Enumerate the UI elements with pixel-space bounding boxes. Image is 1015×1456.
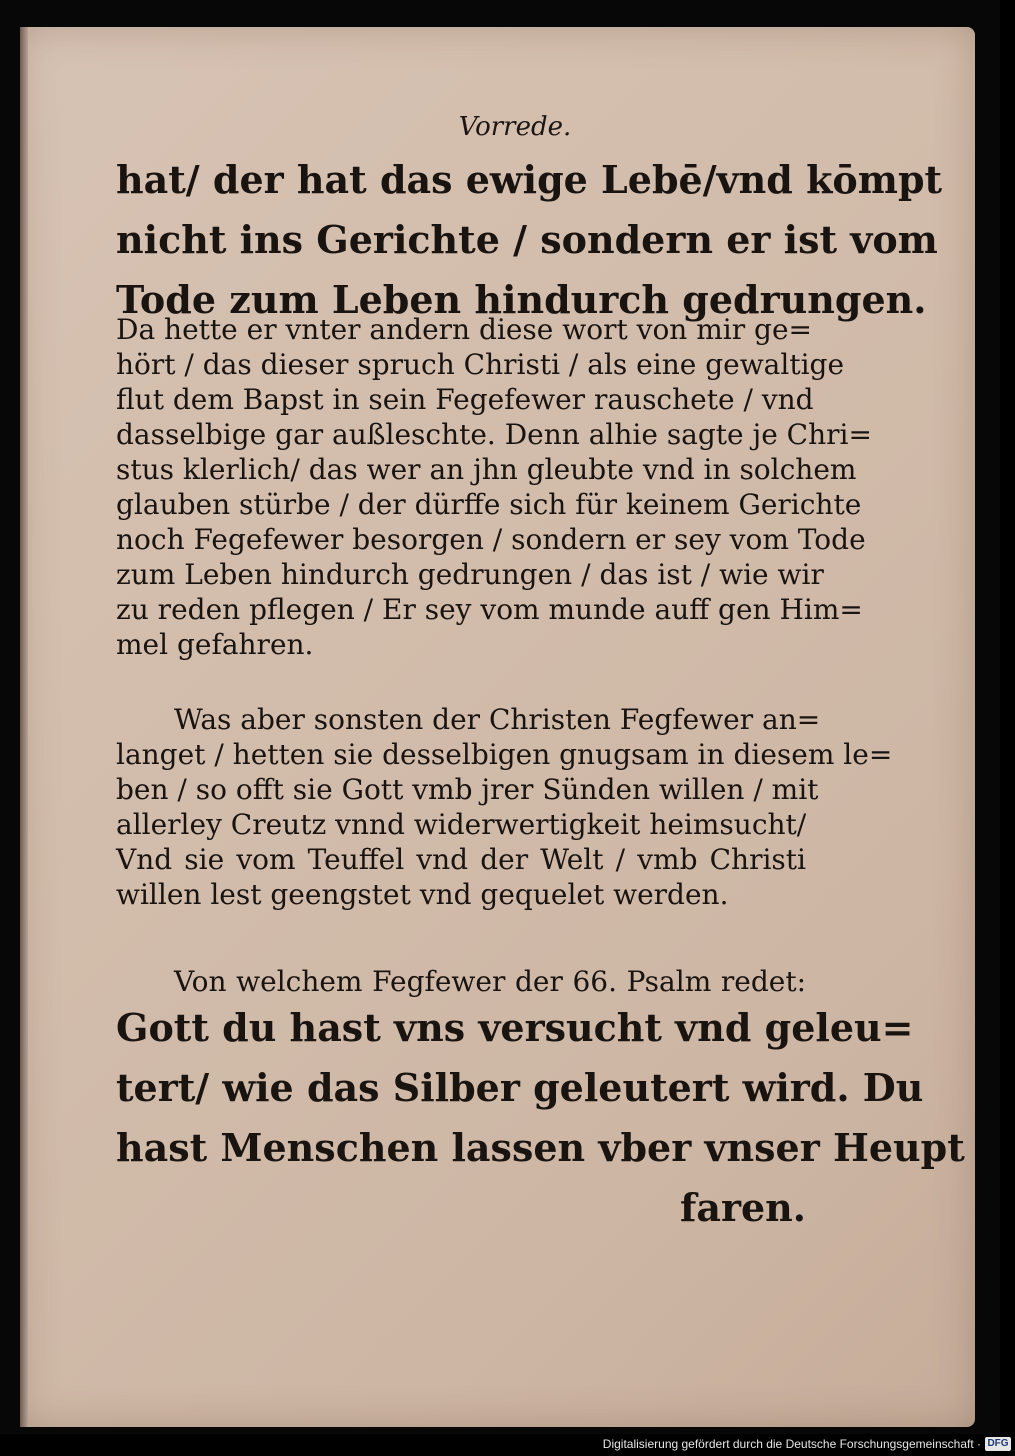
text-line: glauben stürbe / der dürffe sich für keinem Gerichte <box>116 488 862 521</box>
text-line: langet / hetten sie desselbigen gnugsam in diesem le= <box>116 738 893 771</box>
text-line: faren. <box>679 1185 806 1230</box>
text-line: stus klerlich/ das wer an jhn gleubte vnd in solchem <box>116 453 857 486</box>
digitization-credit: Digitalisierung gefördert durch die Deutsche Forschungsgemeinschaft · <box>602 1437 981 1451</box>
text-line: Vnd sie vom Teuffel vnd der Welt / vmb Christi <box>116 843 806 876</box>
text-line: Da hette er vnter andern diese wort von mir ge= <box>116 313 812 346</box>
text-line: mel gefahren. <box>116 628 314 661</box>
regular-passage-3 <box>116 702 893 912</box>
running-head: Vorrede. <box>458 112 572 142</box>
text-line: Tode zum Leben hindurch gedrungen. <box>116 277 927 322</box>
text-line: tert/ wie das Silber geleutert wird. Du <box>116 1065 924 1110</box>
text-line: allerley Creutz vnnd widerwertigkeit heimsucht/ <box>116 808 807 841</box>
text-line: hat/ der hat das ewige Lebē/vnd kōmpt <box>116 157 943 202</box>
text-line: noch Fegefewer besorgen / sondern er sey vom Tode <box>116 523 866 556</box>
regular-passage-4 <box>116 964 806 999</box>
text-line: ben / so offt sie Gott vmb jrer Sünden willen / mit <box>116 773 819 806</box>
text-line: zum Leben hindurch gedrungen / das ist / wie wir <box>116 558 824 591</box>
text-line: Was aber sonsten der Christen Fegfewer an= <box>174 703 821 736</box>
text-line: hört / das dieser spruch Christi / als eine gewaltige <box>116 348 845 381</box>
text-line: dasselbige gar außleschte. Denn alhie sagte je Chri= <box>116 418 872 451</box>
text-line: willen lest geengstet vnd gequelet werden. <box>116 878 729 911</box>
text-line: Gott du hast vns versucht vnd geleu= <box>116 1005 914 1050</box>
text-line: hast Menschen lassen vber vnser Heupt <box>116 1125 965 1170</box>
regular-passage-2 <box>116 312 872 662</box>
text-line: Von welchem Fegfewer der 66. Psalm redet: <box>174 965 806 998</box>
text-line: nicht ins Gerichte / sondern er ist vom <box>116 217 938 262</box>
text-line: zu reden pflegen / Er sey vom munde auff gen Him= <box>116 593 863 626</box>
dfg-logo: DFG <box>985 1437 1011 1451</box>
bold-passage-1 <box>116 150 943 330</box>
bold-passage-5 <box>116 998 965 1238</box>
page-binding-edge <box>20 27 28 1427</box>
text-line: flut dem Bapst in sein Fegefewer rauschete / vnd <box>116 383 814 416</box>
